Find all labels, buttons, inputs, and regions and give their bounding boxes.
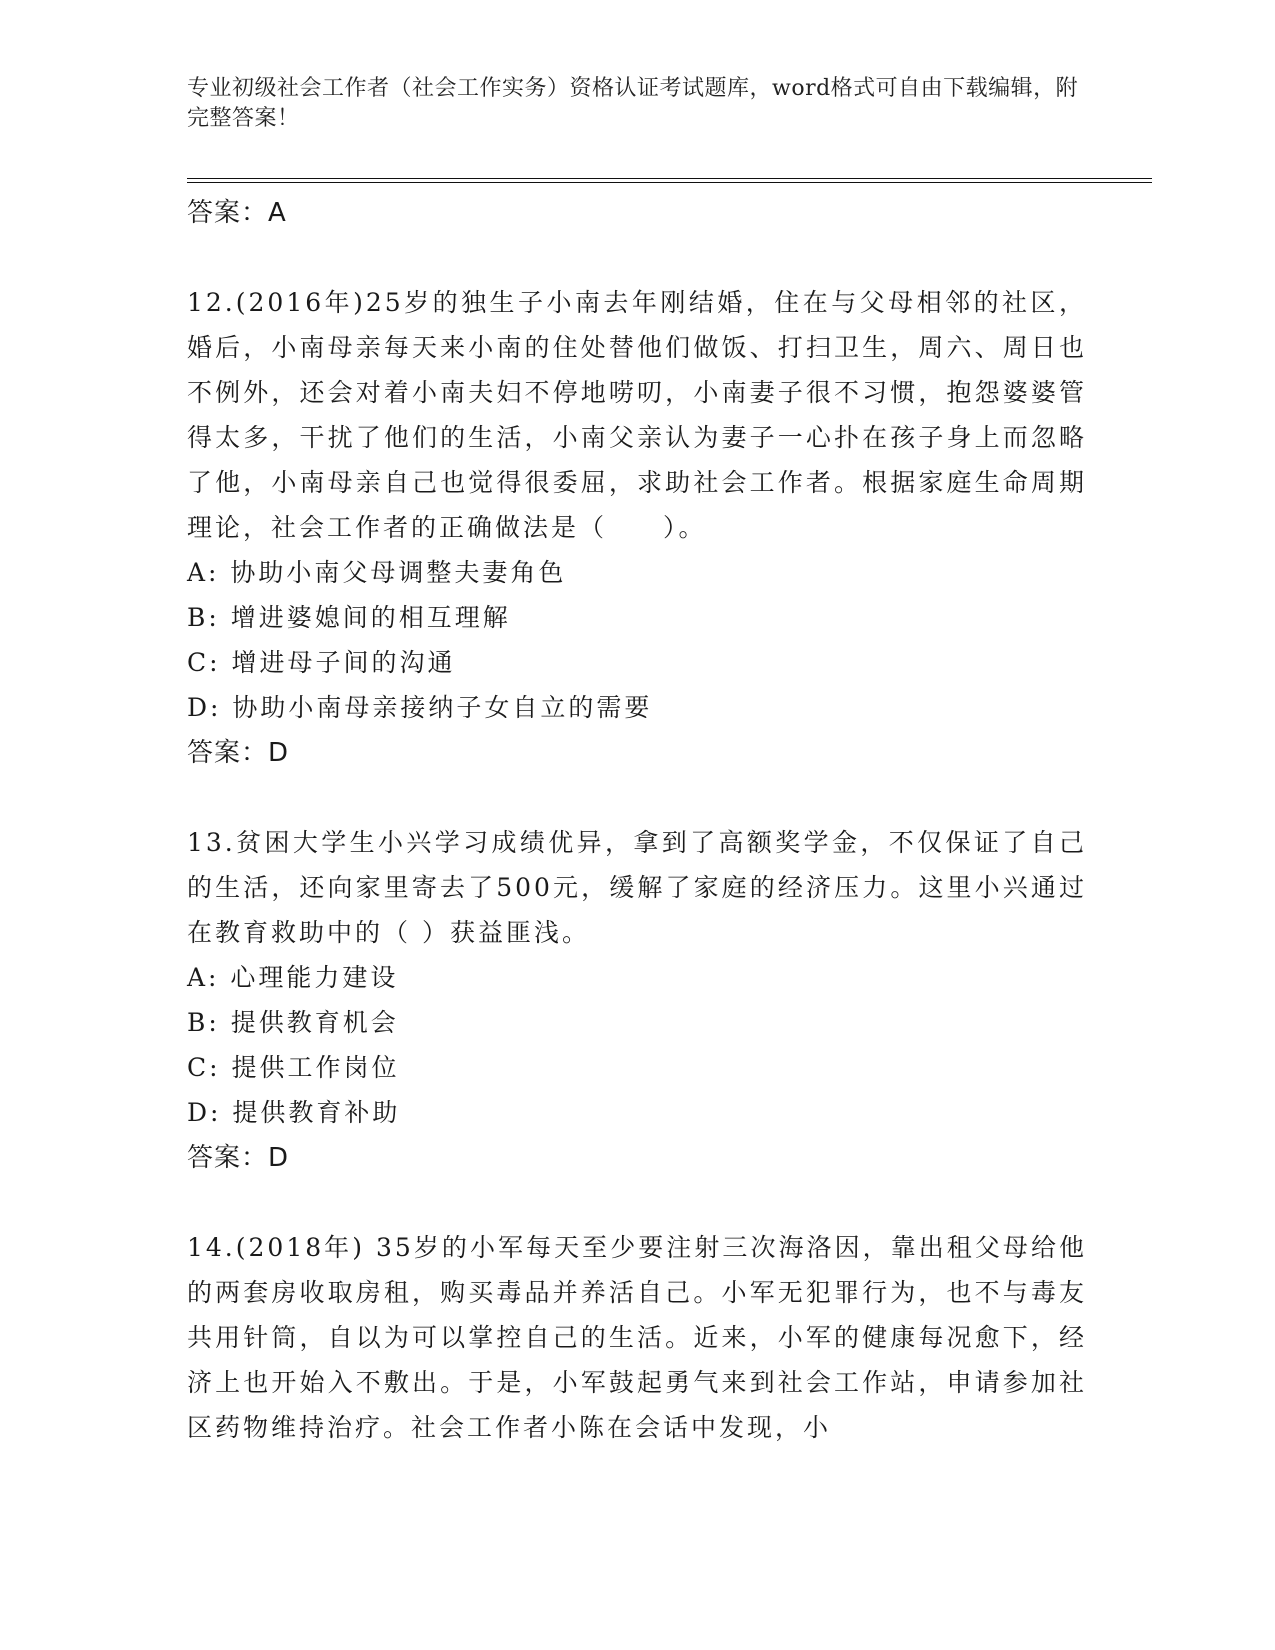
option-d: D: 协助小南母亲接纳子女自立的需要 [187, 693, 653, 722]
option-a: A: 心理能力建设 [187, 963, 399, 992]
option-c: C: 增进母子间的沟通 [187, 648, 456, 677]
question-stem: 12.(2016年)25岁的独生子小南去年刚结婚，住在与父母相邻的社区，婚后，小南母亲每天来小南的住处替他们做饭、打扫卫生，周六、周日也不例外，还会对着小南夫妇不停地唠叨，小南妻子很不习惯，抱怨婆婆管得太多，干扰了他们的生活，小南父亲认为妻子一心扑在孩子身上而忽略了他，小南母亲自己也觉得很委屈，求助社会工作者。根据家庭生命周期理论，社会工作者的正确做法是（ ）。 [187, 288, 1087, 542]
answer-line: 答案：D [187, 1143, 290, 1173]
option-c: C: 提供工作岗位 [187, 1053, 400, 1082]
page-header [187, 74, 1087, 134]
question-13 [187, 820, 1087, 1181]
document-body [187, 190, 1087, 1450]
option-b: B: 提供教育机会 [187, 1008, 399, 1037]
question-stem: 13.贫困大学生小兴学习成绩优异，拿到了高额奖学金，不仅保证了自己的生活，还向家里寄去了500元，缓解了家庭的经济压力。这里小兴通过在教育救助中的（ ）获益匪浅。 [187, 828, 1087, 947]
header-text: 专业初级社会工作者（社会工作实务）资格认证考试题库，word格式可自由下载编辑，附完整答案！ [187, 76, 1079, 131]
header-divider [187, 178, 1152, 179]
option-a: A: 协助小南父母调整夫妻角色 [187, 558, 567, 587]
question-stem: 14.(2018年) 35岁的小军每天至少要注射三次海洛因，靠出租父母给他的两套房收取房租，购买毒品并养活自己。小军无犯罪行为，也不与毒友共用针筒，自以为可以掌控自己的生活。近来，小军的健康每况愈下，经济上也开始入不敷出。于是，小军鼓起勇气来到社会工作站，申请参加社区药物维持治疗。社会工作者小陈在会话中发现，小 [187, 1233, 1087, 1442]
answer-line: 答案：D [187, 738, 290, 768]
option-b: B: 增进婆媳间的相互理解 [187, 603, 511, 632]
header-divider-second [187, 182, 1152, 183]
answer-line: 答案：A [187, 198, 287, 228]
option-d: D: 提供教育补助 [187, 1098, 401, 1127]
question-12 [187, 280, 1087, 776]
question-14 [187, 1225, 1087, 1450]
